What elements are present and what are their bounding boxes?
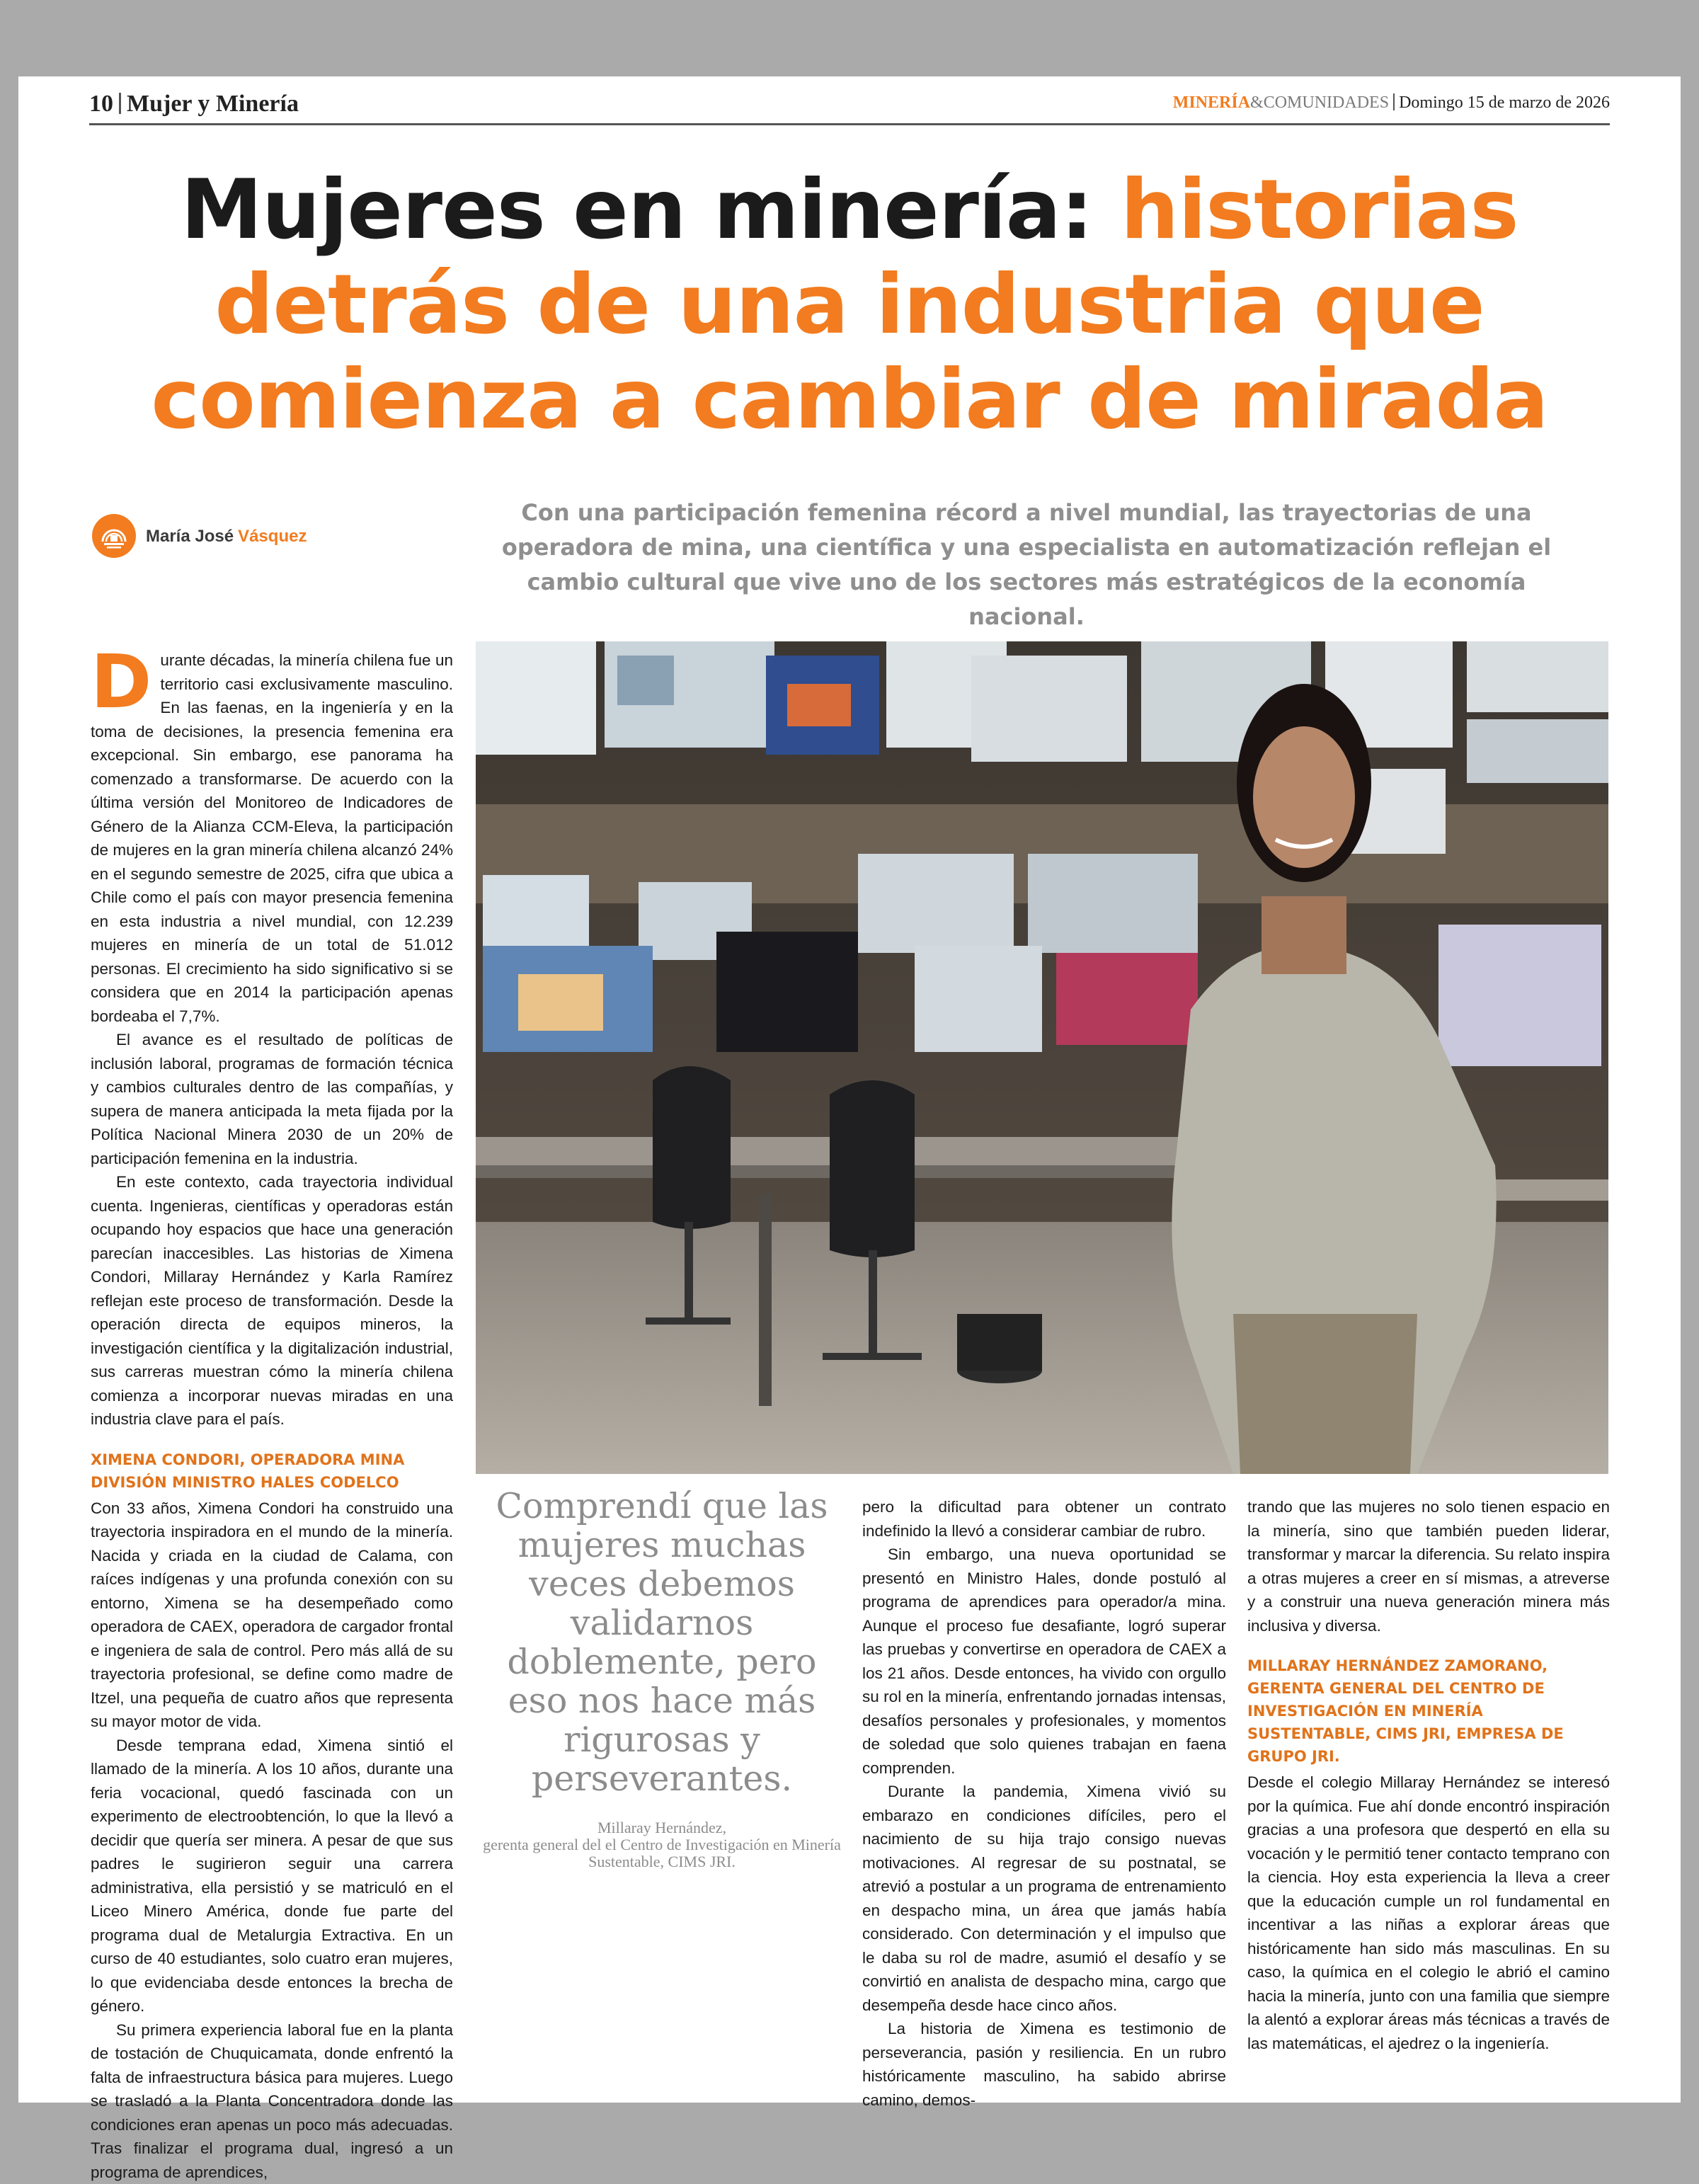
article-paragraph: Sin embargo, una nueva oportunidad se presentó en Ministro Hales, donde postuló al programa de aprendices para operador/a mina. Aunque el proceso fue desafiante, logró superar las pruebas y convertirse en operadora de CAEX a los 21 años. Desde entonces, ha vivido con orgullo su rol en la minería, enfrentando jornadas intensas, desafíos personales y profesionales, y momentos de soledad que solo quienes trabajan en faena comprenden. bbox=[862, 1543, 1226, 1780]
header-divider bbox=[1393, 93, 1395, 110]
publication-suffix: &COMUNIDADES bbox=[1250, 93, 1389, 112]
article-paragraph: trando que las mujeres no solo tienen espacio en la minería, sino que también pueden liderar, transformar y marcar la diferencia. Su relato inspira a otras mujeres a creer en sí mismas, a atreverse y a construir una nueva generación minera más inclusiva y diversa. bbox=[1247, 1495, 1610, 1637]
publication-info bbox=[1173, 93, 1610, 113]
section-name: Mujer y Minería bbox=[127, 91, 299, 117]
author-first-name: María José bbox=[146, 527, 234, 546]
deck: Con una participación femenina récord a nivel mundial, las trayectorias de una operadora de mina, una científica y una especialista en automatización reflejan el cambio cultural que vive uno de los sectores más estratégicos de la economía nacional. bbox=[467, 496, 1586, 634]
header-rule bbox=[89, 123, 1610, 125]
article-paragraph: Con 33 años, Ximena Condori ha construido una trayectoria inspiradora en el mundo de la minería. Nacida y criada en la ciudad de Calama, con raíces indígenas y una profunda conexión con su entorno, Ximena se ha desempeñado como operadora de CAEX, operadora de cargador frontal e ingeniera de sala de control. Pero más allá de su trayectoria profesional, se define como madre de Itzel, una pequeña de cuatro años que representa su mayor motor de vida. bbox=[91, 1497, 453, 1734]
article-paragraph: En este contexto, cada trayectoria individual cuenta. Ingenieras, científicas y operadoras están ocupando hoy espacios que hace una generación parecían inaccesibles. Las historias de Ximena Condori, Millaray Hernández y Karla Ramírez reflejan este proceso de transformación. Desde la operación directa de equipos mineros, la investigación científica y la digitalización industrial, sus carreras muestran cómo la minería chilena comienza a incorporar nuevas miradas en una industria clave para el país. bbox=[91, 1170, 453, 1431]
article-paragraph bbox=[91, 648, 453, 1028]
drop-cap: D bbox=[91, 651, 151, 712]
article-paragraph: Desde el colegio Millaray Hernández se interesó por la química. Fue ahí donde encontró inspiración gracias a una profesora que despertó en ella su vocación y le permitió tener contacto temprano con la ciencia. Hoy esta experiencia la lleva a creer que la educación cumple un rol fundamental en incentivar a las niñas a explorar áreas que históricamente han sido más masculinas. En su caso, la química en el colegio le abrió el camino hacia la minería, junto con una familia que siempre la alentó a explorar áreas más técnicas a través de las matemáticas, el ajedrez o la ingeniería. bbox=[1247, 1771, 1610, 2055]
author-name bbox=[146, 527, 307, 547]
article-paragraph: La historia de Ximena es testimonio de perseverancia, pasión y resiliencia. En un rubro históricamente masculino, ha sabido abrirse camino, demos- bbox=[862, 2017, 1226, 2112]
publication-date: Domingo 15 de marzo de 2026 bbox=[1399, 93, 1610, 112]
section-subhead: XIMENA CONDORI, OPERADORA MINA DIVISIÓN MINISTRO HALES CODELCO bbox=[91, 1448, 453, 1494]
article-paragraph: Desde temprana edad, Ximena sintió el llamado de la minería. A los 10 años, durante una feria vocacional, quedó fascinada con un experimento de electroobtención, lo que la llevó a decidir que quería ser minera. A pesar de que sus padres le sugirieron seguir una carrera administrativa, ella persistió y se matriculó en el Liceo Minero América, donde fue parte del programa dual de Metalurgia Extractiva. En un curso de 40 estudiantes, solo cuatro eran mujeres, lo que evidenciaba desde entonces la brecha de género. bbox=[91, 1734, 453, 2018]
quote-author-role: gerenta general del el Centro de Investigación en Minería Sustentable, CIMS JRI. bbox=[476, 1836, 848, 1870]
article-paragraph: El avance es el resultado de políticas de inclusión laboral, programas de formación técnica y cambios culturales dentro de las compañías, y supera de manera anticipada la meta fijada por la Política Nacional Minera 2030 de un 20% de participación femenina en la industria. bbox=[91, 1028, 453, 1170]
headline-line3: comienza a cambiar de mirada bbox=[106, 353, 1593, 447]
headline bbox=[106, 163, 1593, 447]
headline-line2: detrás de una industria que bbox=[106, 258, 1593, 353]
page-header bbox=[89, 79, 1610, 125]
page-number: 10 bbox=[89, 91, 113, 117]
article-photo bbox=[476, 641, 1608, 1474]
paragraph-text: urante décadas, la minería chilena fue un territorio casi exclusivamente masculino. En las faenas, en la ingeniería y en la toma de decisiones, la presencia femenina era excepcional. Sin embargo, ese panorama ha comenzado a transformarse. De acuerdo con la última versión del Monitoreo de Indicadores de Género de la Alianza CCM-Eleva, la participación de mujeres en la gran minería chilena alcanzó 24% en el segundo semestre de 2025, cifra que ubica a Chile como el país con mayor presencia femenina en esta industria a nivel mundial, con 12.239 mujeres en minería de un total de 51.012 personas. El crecimiento ha sido significativo si se considera que en 2014 la participación apenas bordeaba el 7,7%. bbox=[91, 651, 453, 1025]
section-label bbox=[89, 91, 299, 118]
quote-author: Millaray Hernández, bbox=[476, 1819, 848, 1836]
article-column-1 bbox=[91, 648, 453, 2184]
article-column-4 bbox=[1247, 1495, 1610, 2055]
publication-brand: MINERÍA bbox=[1173, 93, 1250, 112]
article-paragraph: pero la dificultad para obtener un contrato indefinido la llevó a considerar cambiar de rubro. bbox=[862, 1495, 1226, 1543]
headline-line1-orange: historias bbox=[1121, 162, 1518, 258]
section-subhead: MILLARAY HERNÁNDEZ ZAMORANO, GERENTA GENERAL DEL CENTRO DE INVESTIGACIÓN EN MINERÍA SUSTENTABLE, CIMS JRI, EMPRESA DE GRUPO JRI. bbox=[1247, 1654, 1610, 1768]
publication-logo-icon bbox=[92, 514, 136, 558]
article-paragraph: Durante la pandemia, Ximena vivió su embarazo en condiciones difíciles, pero el nacimiento de su hija trajo consigo nuevas motivaciones. Al regresar de su postnatal, se atrevió a postular a un programa de entrenamiento en despacho mina, un área que jamás había considerado. Con determinación y el impulso que le daba su rol de madre, asumió el desafío y se convirtió en analista de despacho mina, cargo que desempeña desde hace cinco años. bbox=[862, 1780, 1226, 2017]
header-divider bbox=[119, 93, 121, 114]
headline-line1-dark: Mujeres en minería: bbox=[181, 162, 1092, 258]
pull-quote-attribution bbox=[476, 1819, 848, 1870]
article-paragraph: Su primera experiencia laboral fue en la planta de tostación de Chuquicamata, donde enfrentó la falta de infraestructura básica para mujeres. Luego se trasladó a la Planta Concentradora donde las condiciones eran apenas un poco más adecuadas. Tras finalizar el programa dual, ingresó a un programa de aprendices, bbox=[91, 2018, 453, 2184]
pull-quote: Comprendí que las mujeres muchas veces debemos validarnos doblemente, pero eso nos hace más rigurosas y perseverantes. bbox=[476, 1487, 848, 1798]
article-column-3 bbox=[862, 1495, 1226, 2112]
author-surname: Vásquez bbox=[238, 527, 307, 546]
